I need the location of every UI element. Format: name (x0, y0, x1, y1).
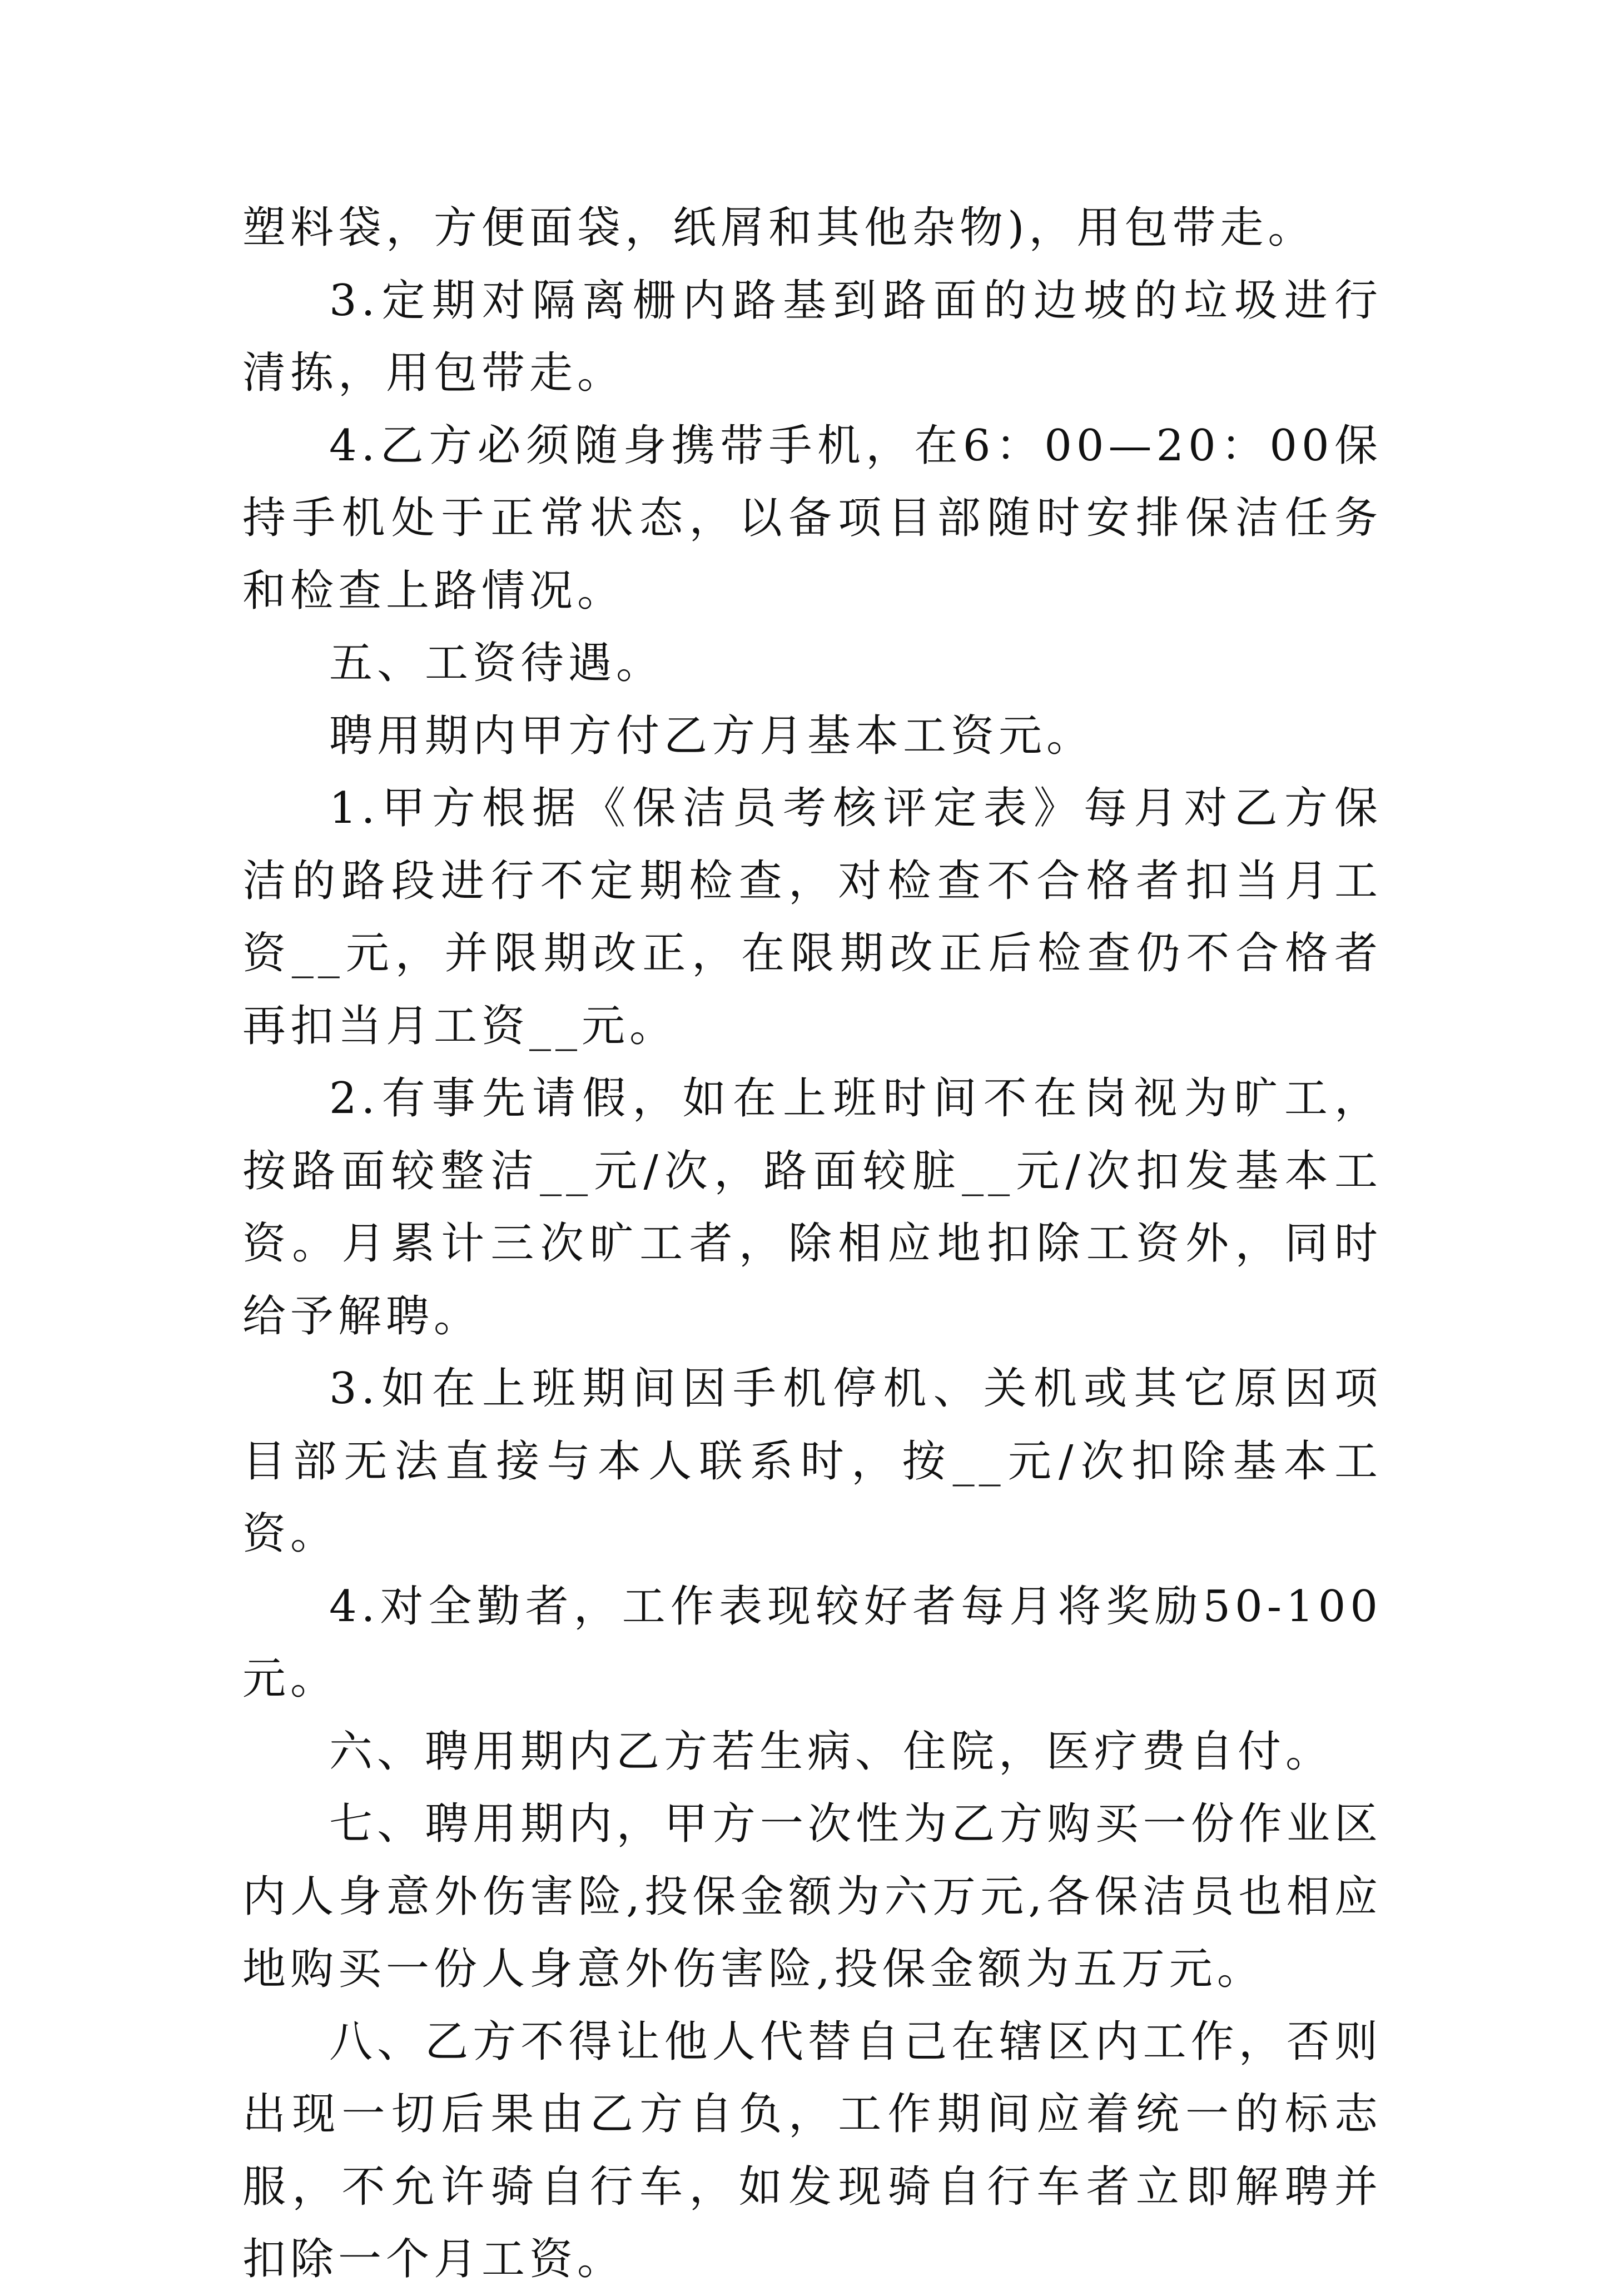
paragraph-wage-item-3: 3.如在上班期间因手机停机、关机或其它原因项目部无法直接与本人联系时，按__元/次扣除基本工资。 (242, 1364, 1382, 1559)
section-eight-conduct: 八、乙方不得让他人代替自己在辖区内工作，否则出现一切后果由乙方自负，工作期间应着统一的标志服，不允许骑自行车，如发现骑自行车者立即解聘并扣除一个月工资。 (242, 2016, 1382, 2284)
section-six-medical: 六、聘用期内乙方若生病、住院，医疗费自付。 (329, 1726, 1334, 1777)
section-seven-insurance: 七、聘用期内，甲方一次性为乙方购买一份作业区内人身意外伤害险,投保金额为六万元,各保洁员也相应地购买一份人身意外伤害险,投保金额为五万元。 (242, 1799, 1382, 1994)
paragraph-continuation: 塑料袋，方便面袋，纸屑和其他杂物)，用包带走。 (242, 203, 1316, 253)
paragraph-wage-item-1: 1.甲方根据《保洁员考核评定表》每月对乙方保洁的路段进行不定期检查，对检查不合格者扣当月工资__元，并限期改正，在限期改正后检查仍不合格者再扣当月工资__元。 (242, 783, 1382, 1051)
section-heading-wages: 五、工资待遇。 (329, 638, 664, 688)
paragraph-item-3-litter-clearing: 3.定期对隔离栅内路基到路面的边坡的垃圾进行清拣，用包带走。 (242, 275, 1382, 398)
paragraph-basic-salary: 聘用期内甲方付乙方月基本工资元。 (329, 710, 1095, 761)
paragraph-wage-item-2: 2.有事先请假，如在上班时间不在岗视为旷工，按路面较整洁__元/次，路面较脏__元/次扣发基本工资。月累计三次旷工者，除相应地扣除工资外，同时给予解聘。 (242, 1074, 1382, 1341)
paragraph-item-4-phone-requirement: 4.乙方必须随身携带手机，在6：00—20：00保持手机处于正常状态，以备项目部随时安排保洁任务和检查上路情况。 (242, 420, 1382, 616)
paragraph-wage-item-4: 4.对全勤者，工作表现较好者每月将奖励50-100元。 (242, 1581, 1382, 1704)
document-body (242, 192, 1382, 2296)
